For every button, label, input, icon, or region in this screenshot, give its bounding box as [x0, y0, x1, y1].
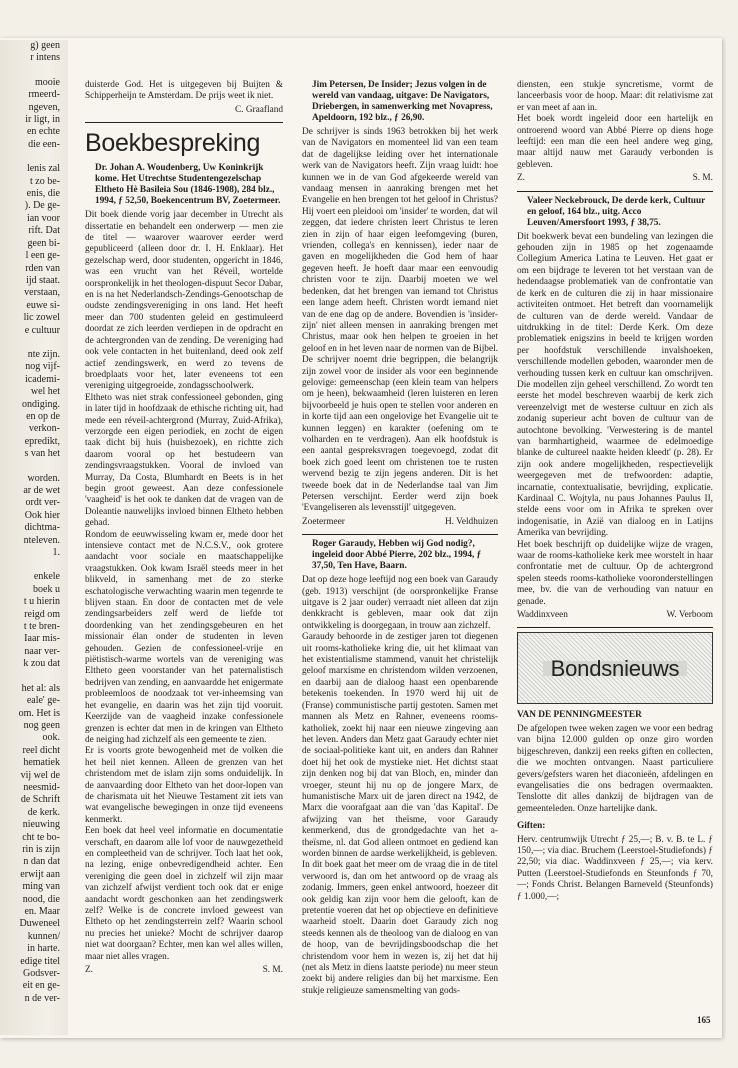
intro-text: duisterde God. Het is uitgegeven bij Buijten & Schipperheijn te Amsterdam. De prijs weet ik niet.: [85, 80, 283, 102]
fold-line: t zo be-: [30, 175, 60, 187]
review-paragraph: diensten, een stukje syncretisme, vormt de lanceerbasis voor de hoop. Maar: dit relativisme zat er van meet af aan in.: [517, 80, 713, 113]
review-paragraph: Garaudy behoorde in de zestiger jaren tot diegenen uit rooms-katholieke kring die, uit het klimaat van het existentialisme stammend, vanuit het christelijk geloof marxisme en christendom wilden verzoenen, en daarbij aan de dialoog haast een openbarende betekenis toekenden. In 1970 werd hij uit de (Franse) communistische partij gestoten. Samen met mannen als Metz en Rahner, eveneens rooms-katholiek, zoekt hij naar een nieuwe zingeving aan het leven. Anders dan Metz gaat Garaudy echter niet de sociaal-politieke kant uit, en anders dan Rahner doet hij het ook de mystieke niet. Het dichtst staat zijn denken nog bij dat van Bloch, en, minder dan vroeger, steunt hij nu op de jongere Marx, de humanistische Marx uit de jaren direct na 1942, de Marx die voorafgaat aan die van 'das Kapital'. De afwijzing van het theïsme, voor Garaudy kenmerkend, dus de grondgedachte van het a-theïsme, nl. dat God alleen ontmoet en gediend kan worden binnen de aardse werkelijkheid, is gebleven.: [302, 632, 498, 859]
signature-left: Z.: [85, 965, 94, 976]
bondsnieuws-banner: [517, 632, 713, 704]
review-paragraph: Eltheto was niet strak confessioneel gebonden, ging in later tijd in hoofdzaak de ethische richting uit, had mede een réveil-achtergrond (Murray, Zuid-Afrika), verzorgde een eigen periodiek, en zocht de eigen taak dicht bij huis (huisbezoek), en richtte zich daarom vooral op het bestudeern van zendingsvraagstukken. Vooral de invloed van Murray, Da Costa, Blumhardt en Beets is in het begin groot geweest. Aan deze confessionele 'vaagheid' is het ook te danken dat de vragen van de Doleantie nauwelijks invloed binnen Eltheto hebben gehad.: [85, 392, 283, 529]
signature-left: Waddinxveen: [517, 610, 568, 621]
column-middle: [302, 80, 498, 1030]
fold-line: ian voor: [26, 212, 60, 224]
column-right: [517, 80, 713, 1030]
fold-line: s van het: [24, 448, 60, 460]
fold-line: om. Het is: [18, 707, 60, 719]
review-signature-row: [85, 965, 283, 976]
signature-right: S. M.: [692, 173, 713, 184]
review-paragraph: Dit boek diende vorig jaar december in Utrecht als dissertatie en behandelt een onderwerp — men zie de titel — waarover waarover eerder werd gepubliceerd (alleen door dr. I. H. Enklaar). Het gezelschap werd, door studenten, opgericht in 1846, was een vrucht van het Réveil, wortelde oorspronkelijk in het theologen-dispuut Secor Dabar, en is na het Nederlandsch-Zendings-Genootschap de oudste zendingsvereniging in ons land. Het heeft meer dan 700 studenten geleid en gestimuleerd doordat ze zich leerden verdiepen in de opdracht en de achtergronden van de zending. De vereniging had ook vele contacten in het buitenland, deed ook zelf actief zendingswerk, en werd zo tevens de broedplaats voor het, later eveneens tot een vereniging uitgegroeide, zondagsschoolwerk.: [85, 210, 283, 392]
fold-line: en. Maar: [24, 906, 60, 917]
fold-line: neesmid-: [23, 781, 60, 793]
fold-line: rden van: [25, 262, 60, 274]
fold-line: dichtma-: [24, 522, 60, 534]
review-heading: Valeer Neckebrouck, De derde kerk, Cultuur en geloof, 164 blz., uitg. Acco Leuven/Amersfoort 1993, ƒ 38,75.: [527, 195, 706, 228]
intro-signature: C. Graafland: [234, 104, 283, 115]
fold-line: ngeven,: [28, 101, 60, 113]
fold-line: g) geen: [30, 40, 60, 51]
fold-line: verstaan,: [24, 287, 60, 299]
fold-line: Iaar mis-: [24, 633, 60, 645]
divider: [302, 534, 498, 535]
left-page-fold: [0, 40, 68, 1035]
fold-line: r intens: [30, 52, 60, 64]
review-paragraph: Rondom de eeuwwisseling kwam er, mede door het intensieve contact met de N.C.S.V., ook grotere aandacht voor sociale en maatschappelijke vraagstukken. Ook kwam Israël steeds meer in het blikveld, in samenhang met de zo sterke eschatologische verwachting waarin men tegenrde te blijven staan. En door de contacten met de vele zendingsarbeiders zelf werd de liefde tot doordenking van het zendingsgebeuren en het missionair élan onder de studenten in leven gehouden. Gezien de confessioneel-vrije en piëtistisch-warme wortels van de vereniging was Eltheto geen voorstander van het paternalistisch bedrijven van zending, en aanvaardde het enigermate probleemloos de noodzaak tot ver-inheemsing van het evangelie, en daarin was het zijn tijd vooruit. Keerzijde van de vaagheid inzake confessionele grenzen is echter dat men in de kringen van Eltheto de neiging had zichzelf als een gemeente te zien.: [85, 529, 283, 745]
fold-line: euwe si-: [26, 299, 60, 311]
fold-line: nog vijf-: [25, 361, 60, 373]
fold-line: lenis zal: [26, 163, 60, 175]
fold-line: icademi-: [25, 373, 60, 385]
fold-line: ir ligt, in: [25, 114, 60, 126]
fold-line: nieuwing: [22, 819, 60, 831]
fold-line: mooie: [35, 76, 60, 88]
fold-line: kunnen/: [27, 930, 60, 942]
fold-line: rift. Dat: [28, 225, 60, 237]
fold-line: rin is zijn: [22, 843, 60, 855]
signature-right: H. Veldhuizen: [444, 516, 498, 527]
fold-line: Duweneel: [19, 918, 60, 930]
review-signature-row: [302, 517, 498, 528]
fold-gap: [0, 461, 68, 473]
review-paragraph: De schrijver is sinds 1963 betrokken bij het werk van de Navigators en momenteel lid van een team dat de dagelijkse leiding over het internationale werk van de Navigators heeft. Zijn vraag luidt: hoe kunnen we in de van God afgekeerde wereld van vandaag mensen in aanraking brengen met het Evangelie en hen brengen tot het geloof in Christus? Hij voert een pleidooi om 'insider' te worden, dat wil zeggen, dat iedere christen leert Christus te leren zien in zijn of haar eigen leefomgeving (buren, vrienden, collega's en kennissen), ieder naar de gaven en mogelijkheden die God hem of haar gegeven heeft. Je hoeft daar maar een eenvoudig christen voor te zijn. Daarbij moeten we wel bedenken, dat het brengen van iemand tot Christus een lange adem heeft. Christen wordt iemand niet van de ene dag op de andere. Bovendien is 'insider-zijn' niet alleen mensen in aanraking brengen met Christus, maar ook hen helpen te groeien in het geloof en in het leven naar de normen van de Bijbel. De schrijver noemt drie begrippen, die belangrijk zijn zowel voor de insider als voor een beginnende gelovige: gemeenschap (een klein team van helpers om je heen), bekwaamheid (leren luisteren en leren bijvoorbeeld je huis open te stellen voor anderen en in korte tijd aan een ongelovige het Evangelie uit te kunnen leggen) en karakter (oefening om te volharden en te verdragen). Aan elk hoofdstuk is een aantal gespreksvragen toegevoegd, zodat dit boek zich goed leent om christenen toe te rusten wervend bezig te zijn jegens anderen. Dit is het tweede boek dat in de Nederlandse taal van Jim Petersen verschijnt. Eerder werd zijn boek 'Evangeliseren als levensstijl' uitgegeven.: [302, 127, 498, 514]
fold-line: ). De ge-: [24, 200, 60, 212]
fold-line: eale' ge-: [26, 695, 60, 707]
penningmeester-text: De afgelopen twee weken zagen we voor een bedrag van bijna 12.000 gulden op onze giro worden bijgeschreven, dankzij een reeks giften en collecten, die we mochten ontvangen. Naast particuliere gevers/gefsters waren het diaconieën, afdelingen en evangelisaties die ons bedragen overmaakten. Tenslotte dit alles dankzij de bijdragen van de gemeenteleden. Onze hartelijke dank.: [517, 723, 713, 814]
fold-line: edige titel: [20, 955, 60, 967]
fold-line: naar ver-: [24, 645, 60, 657]
review-heading: Jim Petersen, De Insider; Jezus volgen in de wereld van vandaag, uitgave: De Navigators, Driebergen, in samenwerking met Novapress, Apeldoorn, 192 blz., ƒ 26,90.: [312, 80, 493, 123]
fold-line: 1.: [52, 547, 60, 559]
fold-line: enkele: [33, 571, 60, 583]
fold-line: reel dicht: [22, 744, 60, 756]
fold-line: worden.: [27, 472, 60, 484]
review-paragraph: Er is voorts grote bewogenheid met de volken die het heil niet kennen. Alleen de grenzen van het christendom met de islam zijn soms onduidelijk. In de aanvaarding door Eltheto van het door-lopen van de charismata uit het Nieuwe Testament zit iets van wat evangelische bewegingen in onze tijd eveneens kenmerkt.: [85, 746, 283, 825]
fold-line: Ook hier: [24, 509, 60, 521]
review-paragraph: Het boek wordt ingeleid door een hartelijk en ontroerend woord van Abbé Pierre op diens hoge leeftijd: een man die een heel andere weg ging, maar altijd nauw met Garaudy verbonden is gebleven.: [517, 114, 713, 170]
penningmeester-heading: VAN DE PENNINGMEESTER: [517, 710, 642, 721]
fold-line: het al: als: [21, 682, 60, 694]
fold-line: wel het: [30, 386, 60, 398]
fold-line: epredikt,: [24, 435, 60, 447]
fold-line: geen bi-: [27, 237, 60, 249]
divider: [517, 191, 713, 192]
fold-line: ijd staat.: [26, 274, 60, 286]
fold-line: t u hierin: [23, 596, 60, 608]
review-paragraph: Een boek dat heel veel informatie en documentatie verschaft, en daarom alle lof voor de nauwgezetheid en compleetheid van de schrijver. Toch laat het ook, na lezing, enige onbevredigendheid achter. Een vereniging die geen doel in zichzelf wil zijn maar van zichzelf afwijst verdient toch ook dat er enige aandacht wordt geschonken aan het zendingswerk zelf? Welke is de concrete invloed geweest van Eltheto op het zendingsterrein zelf? Waarin school nu precies het unieke? Mocht de schrijver daarop niet wat doorgaan? Echter, men kan wel alles willen, maar niet alles vragen.: [85, 826, 283, 962]
fold-line: ondiging.: [21, 398, 60, 410]
review-heading: Dr. Johan A. Woudenberg, Uw Koninkrijk kome. Het Utrechtse Studentengezelschap Eltheto Hè Basileia Sou (1846-1908), 284 blz., 1994, ƒ 52,50, Boekencentrum BV, Zoetermeer.: [95, 163, 281, 207]
fold-line: e cultuur: [24, 324, 60, 336]
fold-line: lic zowel: [23, 312, 60, 324]
divider: [85, 122, 283, 123]
fold-gap: [0, 151, 68, 163]
fold-line: nood, die: [22, 893, 60, 905]
review-paragraph: Het boek beschrijft op duidelijke wijze de vragen, waar de rooms-katholieke kerk mee worstelt in haar confrontatie met de cultuur. Op de achtergrond spelen steeds rooms-katholieke vooronderstellingen mee, bv. die van de verhouding van natuur en genade.: [517, 539, 713, 607]
review-signature-row: [517, 610, 713, 621]
fold-line: boek u: [33, 583, 60, 595]
fold-line: n de ver-: [24, 992, 60, 1004]
fold-line: nte zijn.: [27, 348, 60, 360]
fold-line: ordt ver-: [25, 497, 60, 509]
fold-gap: [0, 559, 68, 571]
fold-gap: [0, 337, 68, 349]
fold-line: en op de: [26, 410, 60, 422]
section-title: Boekbespreking: [85, 129, 261, 158]
fold-line: rmeerd-: [28, 89, 60, 101]
fold-line: k zou dat: [23, 658, 60, 670]
fold-gap: [0, 671, 68, 683]
signature-right: S. M.: [262, 965, 283, 976]
fold-line: verkon-: [28, 423, 60, 435]
fold-line: Godsver-: [22, 968, 60, 980]
fold-line: cht te bo-: [22, 831, 60, 843]
fold-line: ming van: [22, 881, 60, 893]
signature-right: W. Verboom: [666, 610, 713, 621]
fold-line: l een ge-: [25, 250, 60, 262]
fold-line: enis, die: [26, 188, 60, 200]
fold-line: vij wel de: [20, 769, 60, 781]
review-signature-row: [517, 173, 713, 184]
review-paragraph: Dat op deze hoge leeftijd nog een boek van Garaudy (geb. 1913) verschijnt (de oorspronkelijke Franse uitgave is 2 jaar ouder) verraadt niet alleen dat zijn denkkracht is gebleven, maar ook dat zijn ontwikkeling is doorgegaan, in trouw aan zichzelf.: [302, 575, 498, 631]
fold-line: t te bren-: [23, 621, 60, 633]
review-paragraph: In dit boek gaat het meer om de vraag die in de titel verwoord is, dan om het antwoord op de vraag als zodanig. Immers, geen enkel antwoord, hoezeer dit ook geldig kan zijn voor hem die gelooft, kan de pretentie voeren dat het op objectieve en definitieve waarheid stoelt. Daarin doet Garaudy zich nog steeds kennen als de theoloog van de dialoog en van de hoop, van de bevrijdingsboodschap die het christendom voor hem in wezen is, zij het dat hij (net als Metz in diens laatste periode) nu meer steun zoekt bij andere religies dan bij het marxisme. Een stukje religieuze samensmelting van gods-: [302, 860, 498, 996]
fold-line: n dan dat: [23, 856, 60, 868]
signature-left: Zoetermeer: [302, 516, 345, 527]
fold-gap: [0, 65, 68, 77]
giften-heading: Giften:: [517, 821, 546, 832]
fold-line: ar de wet: [23, 485, 60, 496]
review-paragraph: Dit boekwerk bevat een bundeling van lezingen die gehouden zijn in 1985 op het zogenaamde Collegium America Latina te Leuven. Het gaat er om een bijdrage te leveren tot het verstaan van de hedendaagse problematiek van de confrontatie van de kerk en de culturen die zij in haar missionaire activiteiten ontmoet. Het betreft dan voornamelijk de culturen van de derde wereld. Vandaar de uitdrukking in de titel: Derde Kerk. Om deze problematiek enigszins in beeld te krijgen worden per hoofdstuk verschillende invalshoeken, verschillende modellen geboden, waaronder men de verhouding tussen kerk en cultuur kan omschrijven. Die modellen zijn geheel verschillend. Zo wordt ten eerste het model beschreven waarbij de kerk zich vereenzelvigt met de westerse cultuur en zich als zodanig superieur acht boven de cultuur van de autochtone bevolking. 'Verwestering is de mantel van barmhartigheid, waarmee de edelmoedige blanke de cultureel naakte heiden kleedt' (p. 28). Er zijn ook andere mogelijkheden, respectievelijk weergegeven met de trefwoorden: adaptie, incarnatie, contextualisatie, bevrijding, explicatie. Kardinaal C. Wojtyla, nu paus Johannes Paulus II, stelde eens voor om in Afrika te spreken over indogenisatie, in Azië van dialoog en in Latijns Amerika van bevrijding.: [517, 231, 713, 539]
fold-line: de kerk.: [27, 806, 60, 818]
review-heading: Roger Garaudy, Hebben wij God nodig?, ingeleid door Abbé Pierre, 202 blz., 1994, ƒ 37,50, Ten Have, Baarn.: [312, 539, 482, 572]
fold-line: eit en ge-: [22, 980, 60, 992]
fold-line: in harte.: [27, 943, 60, 955]
fold-line: en echte: [26, 126, 60, 138]
page-number: 165: [697, 1015, 711, 1025]
intro-signature-row: [85, 105, 283, 116]
fold-line: die een-: [28, 138, 60, 150]
column-left: [85, 80, 283, 1030]
fold-line: nog geen: [23, 719, 60, 731]
fold-line: ook.: [42, 732, 60, 744]
fold-line: reigd om: [24, 608, 60, 620]
bondsnieuws-title: Bondsnieuws: [543, 661, 688, 676]
fold-line: de Schrift: [20, 794, 60, 806]
signature-left: Z.: [517, 173, 526, 184]
fold-line: hematiek: [23, 757, 60, 769]
fold-line: nteleven.: [23, 534, 60, 546]
divider: [517, 627, 713, 628]
giften-text: Herv. centrumwijk Utrecht ƒ 25,—; B. v. B. te L. ƒ 150,—; via diac. Bruchem (Leerstoel-Studiefonds) ƒ 22,50; via diac. Waddinxveen ƒ 25,—; via kerv. Putten (Leerstoel-Studiefonds en Steunfonds ƒ 70,—; Fonds Christ. Belangen Barneveld (Steunfonds) ƒ 1.000,—;: [517, 834, 713, 902]
fold-line: erwijt aan: [20, 868, 60, 880]
